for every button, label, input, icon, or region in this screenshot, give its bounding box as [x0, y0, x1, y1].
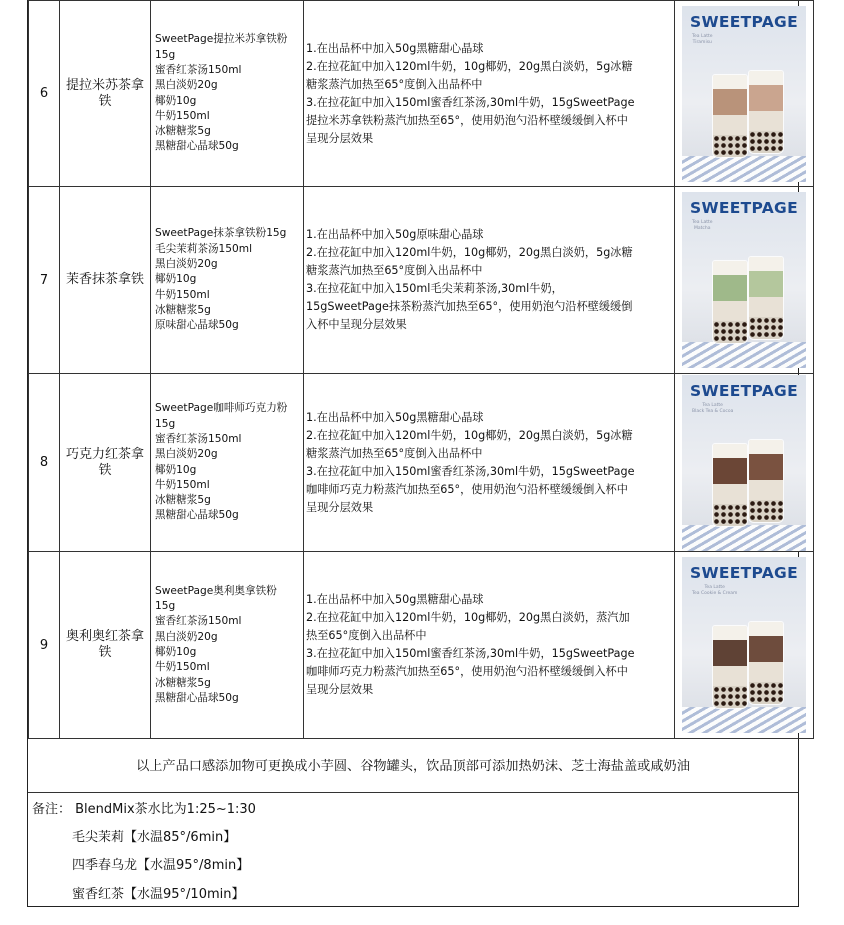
product-photo	[682, 192, 806, 368]
step-line: 2.在拉花缸中加入120ml牛奶，10g椰奶，20g黑白淡奶，蒸汽加	[306, 611, 630, 624]
step-line: 1.在出品杯中加入50g黑糖甜心晶球	[306, 41, 484, 55]
ingredient-line: SweetPage奥利奥拿铁粉	[155, 584, 277, 597]
step-line: 咖啡师巧克力粉蒸汽加热至65°，使用奶泡勺沿杯壁缓缓倒入杯中	[306, 482, 628, 496]
photo-caption	[692, 585, 737, 597]
ingredient-line: 冰糖糖浆5g	[155, 125, 211, 138]
drink-cup	[712, 74, 748, 158]
photo-caption	[692, 220, 713, 232]
step-line: 15gSweetPage抹茶粉蒸汽加热至65°，使用奶泡勺沿杯壁缓缓倒	[306, 300, 633, 313]
ingredient-line: 牛奶150ml	[155, 288, 210, 301]
step-line: 热至65°度倒入出品杯中	[306, 629, 427, 642]
step-line: 3.在拉花缸中加入150ml蜜香红茶汤,30ml牛奶，15gSweetPage	[306, 647, 635, 660]
ingredient-line: 蜜香红茶汤150ml	[155, 615, 242, 628]
photo-caption	[692, 34, 713, 46]
table-row	[29, 552, 814, 739]
row-number: 6	[29, 1, 60, 187]
ingredient-line: 蜜香红茶汤150ml	[155, 432, 242, 445]
ingredient-line: 蜜香红茶汤150ml	[155, 63, 242, 76]
ingredients-cell	[151, 552, 304, 739]
ingredients-cell	[151, 374, 304, 552]
ingredient-line: 椰奶10g	[155, 463, 197, 476]
striped-cloth	[682, 707, 806, 733]
ingredient-line: SweetPage抹茶拿铁粉15g	[155, 227, 287, 240]
ingredient-line: 黑糖甜心晶球50g	[155, 509, 239, 522]
ingredient-line: 牛奶150ml	[155, 478, 210, 491]
photo-caption-line: Matcha	[694, 226, 711, 231]
striped-cloth	[682, 525, 806, 551]
step-line: 咖啡师巧克力粉蒸汽加热至65°，使用奶泡勺沿杯壁缓缓倒入杯中	[306, 665, 628, 678]
product-photo	[682, 6, 806, 182]
drink-cup	[712, 260, 748, 344]
ingredient-line: 黑白淡奶20g	[155, 258, 218, 271]
ingredients-cell	[151, 1, 304, 187]
ingredient-line: 牛奶150ml	[155, 661, 210, 674]
ingredient-line: 牛奶150ml	[155, 109, 210, 122]
ingredient-line: 黑白淡奶20g	[155, 630, 218, 643]
ingredient-line: 椰奶10g	[155, 273, 197, 286]
note-line: 四季春乌龙【水温95°/8min】	[72, 858, 250, 873]
row-number: 9	[29, 552, 60, 739]
step-line: 2.在拉花缸中加入120ml牛奶，10g椰奶，20g黑白淡奶，5g冰糖	[306, 59, 633, 73]
step-line: 糖浆蒸汽加热至65°度倒入出品杯中	[306, 264, 483, 277]
brand-logo-text: SWEETPAGE	[690, 381, 798, 400]
note-line: 毛尖茉莉【水温85°/6min】	[72, 830, 237, 845]
ingredient-line: SweetPage提拉米苏拿铁粉	[155, 33, 288, 46]
row-number: 8	[29, 374, 60, 552]
photo-caption-line: Tea Latte	[702, 402, 723, 408]
photo-caption-line: Tea Latte	[692, 33, 713, 39]
ingredient-line: SweetPage咖啡师巧克力粉	[155, 402, 288, 415]
notes-header: 备注： BlendMix茶水比为1:25~1:30	[32, 802, 256, 817]
recipe-table	[28, 0, 814, 739]
steps-cell	[304, 187, 675, 374]
striped-cloth	[682, 156, 806, 182]
drink-cup	[712, 443, 748, 527]
ingredient-line: 冰糖糖浆5g	[155, 676, 211, 689]
product-name: 提拉米苏茶拿铁	[60, 1, 151, 187]
step-line: 2.在拉花缸中加入120ml牛奶，10g椰奶，20g黑白淡奶，5g冰糖	[306, 246, 633, 259]
step-line: 提拉米苏拿铁粉蒸汽加热至65°，使用奶泡勺沿杯壁缓缓倒入杯中	[306, 113, 628, 127]
row-number: 7	[29, 187, 60, 374]
step-line: 糖浆蒸汽加热至65°度倒入出品杯中	[306, 77, 483, 91]
product-image-cell	[675, 374, 814, 552]
ingredient-line: 毛尖茉莉茶汤150ml	[155, 242, 253, 255]
step-line: 呈现分层效果	[306, 683, 374, 696]
table-row	[29, 1, 814, 187]
product-photo	[682, 375, 806, 551]
product-image-cell	[675, 187, 814, 374]
brand-logo-text: SWEETPAGE	[690, 12, 798, 31]
ingredient-line: 15g	[155, 600, 176, 613]
step-line: 呈现分层效果	[306, 131, 374, 145]
ingredient-line: 冰糖糖浆5g	[155, 494, 211, 507]
step-line: 3.在拉花缸中加入150ml毛尖茉莉茶汤,30ml牛奶，	[306, 282, 563, 295]
step-line: 1.在出品杯中加入50g黑糖甜心晶球	[306, 410, 484, 424]
step-line: 1.在出品杯中加入50g原味甜心晶球	[306, 228, 484, 241]
brand-logo-text: SWEETPAGE	[690, 199, 798, 217]
brand-logo-text: SWEETPAGE	[690, 564, 798, 582]
steps-cell	[304, 552, 675, 739]
ingredient-line: 椰奶10g	[155, 94, 197, 107]
step-line: 3.在拉花缸中加入150ml蜜香红茶汤,30ml牛奶，15gSweetPage	[306, 95, 635, 109]
ingredient-line: 15g	[155, 417, 176, 430]
drink-cup	[748, 70, 784, 154]
ingredients-cell	[151, 187, 304, 374]
drink-cup	[748, 621, 784, 705]
drink-cup	[748, 439, 784, 523]
photo-caption-line: Tea Cookie & Cream	[692, 591, 738, 596]
ingredient-line: 冰糖糖浆5g	[155, 303, 211, 316]
ingredient-line: 黑糖甜心晶球50g	[155, 691, 239, 704]
photo-caption-line: Tea Latte	[692, 220, 713, 225]
striped-cloth	[682, 342, 806, 368]
product-photo	[682, 557, 806, 733]
product-name: 巧克力红茶拿铁	[60, 374, 151, 552]
step-line: 1.在出品杯中加入50g黑糖甜心晶球	[306, 593, 484, 606]
drink-cup	[748, 256, 784, 340]
table-row	[29, 187, 814, 374]
table-row	[29, 374, 814, 552]
ingredient-line: 黑糖甜心晶球50g	[155, 140, 239, 153]
ingredient-line: 原味甜心晶球50g	[155, 319, 239, 332]
steps-cell	[304, 374, 675, 552]
step-line: 糖浆蒸汽加热至65°度倒入出品杯中	[306, 446, 483, 460]
step-line: 入杯中呈现分层效果	[306, 318, 407, 331]
product-name: 奥利奥红茶拿铁	[60, 552, 151, 739]
drink-cup	[712, 625, 748, 709]
photo-caption-line: Tiramisu	[692, 39, 712, 45]
step-line: 呈现分层效果	[306, 500, 374, 514]
step-line: 3.在拉花缸中加入150ml蜜香红茶汤,30ml牛奶，15gSweetPage	[306, 464, 635, 478]
ingredient-line: 椰奶10g	[155, 646, 197, 658]
footer-note: 以上产品口感添加物可更换成小芋圆、谷物罐头，饮品顶部可添加热奶沫、芝士海盐盖或咸奶油	[28, 740, 798, 793]
step-line: 2.在拉花缸中加入120ml牛奶，10g椰奶，20g黑白淡奶，5g冰糖	[306, 428, 633, 442]
ingredient-line: 15g	[155, 48, 176, 61]
ingredient-line: 黑白淡奶20g	[155, 79, 218, 92]
steps-cell	[304, 1, 675, 187]
photo-caption	[692, 403, 733, 415]
product-name: 茉香抹茶拿铁	[60, 187, 151, 374]
product-image-cell	[675, 552, 814, 739]
photo-caption-line: Tea Latte	[704, 585, 725, 590]
photo-caption-line: Black Tea & Cocoa	[692, 408, 734, 414]
recipe-sheet	[27, 0, 799, 907]
note-line: 蜜香红茶【水温95°/10min】	[72, 887, 245, 902]
product-image-cell	[675, 1, 814, 187]
ingredient-line: 黑白淡奶20g	[155, 448, 218, 461]
